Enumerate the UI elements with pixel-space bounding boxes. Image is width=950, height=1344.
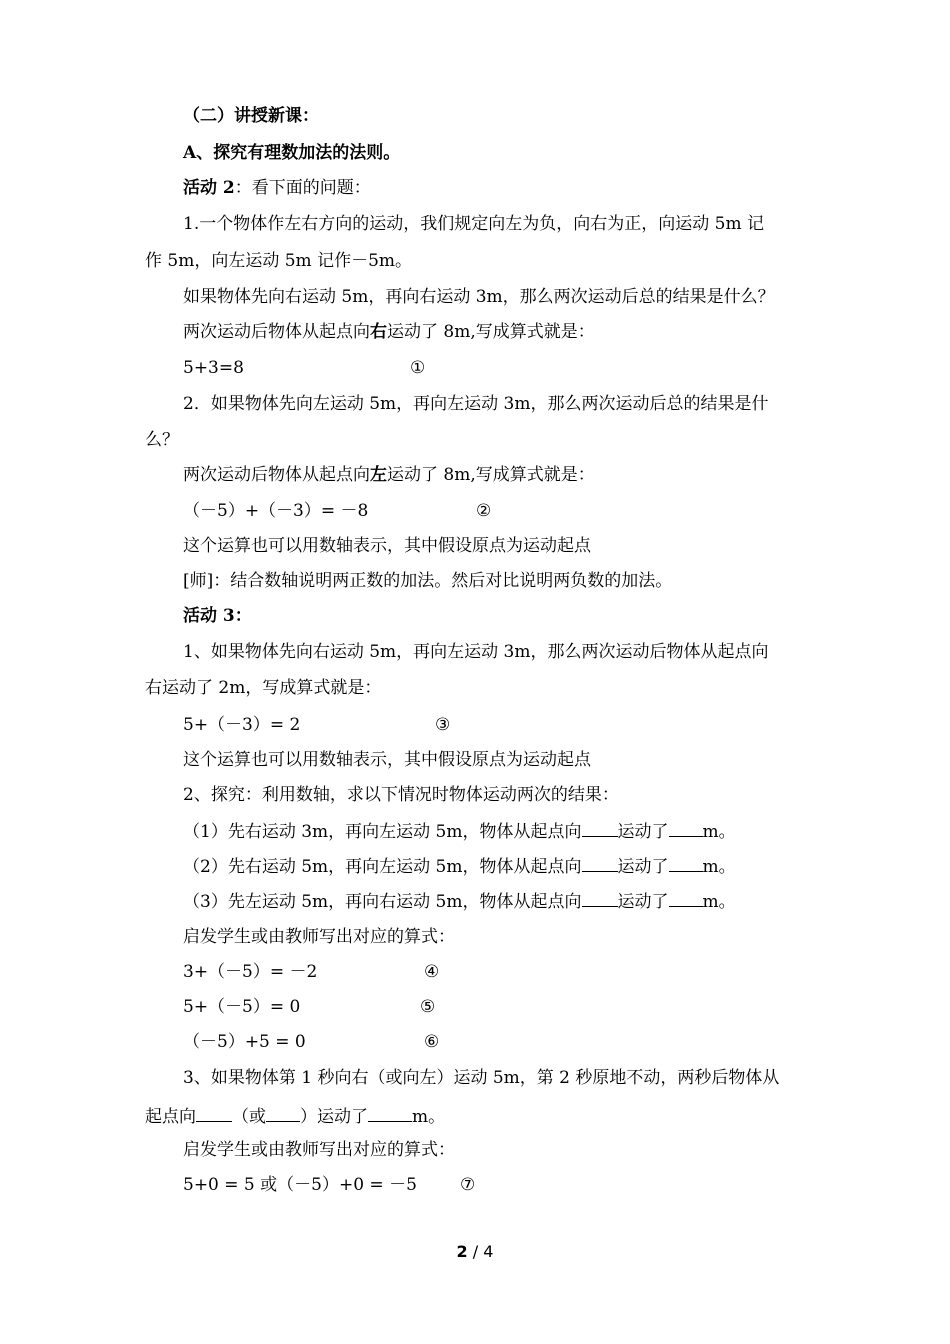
equation-number: ③ [435,715,451,735]
page-separator: / [467,1242,484,1261]
activity-3-label: 活动 3： [183,606,252,626]
equation-5: 5+（－5）= 0 [183,997,301,1017]
paragraph-line: 作 5m，向左运动 5m 记作－5m。 [145,251,413,271]
paragraph-line: 右运动了 2m，写成算式就是： [145,678,382,698]
text-span: （2）先右运动 5m，再向左运动 5m，物体从起点向 [183,857,582,877]
text-span: m。 [702,857,736,877]
text-span: 运动了 8m,写成算式就是： [387,465,595,485]
answer-blank [669,888,703,907]
text-span: 两次运动后物体从起点向 [183,322,370,342]
equation-number: ⑦ [460,1175,476,1195]
activity-2-line [183,176,371,200]
text-span: 起点向 [145,1107,196,1127]
text-span: 运动了 [617,822,669,842]
paragraph-line: 么？ [145,430,179,450]
page-number [0,1242,950,1261]
exercise-line [183,818,736,842]
paragraph-line: 2、探究：利用数轴，求以下情况时物体运动两次的结果： [183,785,619,805]
equation-number: ⑥ [424,1032,440,1052]
paragraph-line [183,320,595,344]
paragraph-line [183,463,595,487]
paragraph-line: 如果物体先向右运动 5m，再向右运动 3m，那么两次运动后总的结果是什么？ [183,287,775,307]
total-pages: 4 [483,1242,494,1261]
paragraph-line: 1、如果物体先向右运动 5m，再向左运动 3m，那么两次运动后物体从起点向 [183,642,769,662]
paragraph-line: 这个运算也可以用数轴表示，其中假设原点为运动起点 [183,536,591,556]
equation-6: （－5）+5 = 0 [183,1032,306,1052]
emphasis-left: 左 [370,465,387,485]
paragraph-line: [师]：结合数轴说明两正数的加法。然后对比说明两负数的加法。 [183,571,673,591]
text-span: m。 [702,892,736,912]
equation-4: 3+（－5）= －2 [183,962,318,982]
text-span: m。 [412,1107,446,1127]
equation-number: ② [476,501,492,521]
equation-1: 5+3=8 [183,358,244,378]
paragraph-line: 3、如果物体第 1 秒向右（或向左）运动 5m，第 2 秒原地不动，两秒后物体从 [183,1068,780,1088]
activity-2-label: 活动 2 [183,178,235,198]
answer-blank [669,818,703,837]
equation-2: （－5）+（－3）= －8 [183,501,369,521]
answer-blank [582,888,618,907]
answer-blank [368,1103,412,1122]
text-span: 运动了 [617,892,669,912]
text-span: 两次运动后物体从起点向 [183,465,370,485]
equation-3: 5+（－3）= 2 [183,715,301,735]
paragraph-line: 启发学生或由教师写出对应的算式： [183,1140,455,1160]
equation-7: 5+0 = 5 或（－5）+0 = －5 [183,1175,417,1195]
paragraph-line: 这个运算也可以用数轴表示，其中假设原点为运动起点 [183,750,591,770]
equation-number: ① [410,358,426,378]
text-span: m。 [702,822,736,842]
text-span: （3）先左运动 5m，再向右运动 5m，物体从起点向 [183,892,582,912]
equation-number: ④ [424,962,440,982]
text-span: 运动了 [617,857,669,877]
equation-number: ⑤ [420,997,436,1017]
text-span: 运动了 8m,写成算式就是： [387,322,595,342]
activity-2-text: ：看下面的问题： [234,178,371,198]
answer-blank [196,1103,232,1122]
emphasis-right: 右 [370,322,387,342]
paragraph-line: 2．如果物体先向左运动 5m，再向左运动 3m，那么两次运动后总的结果是什 [183,394,769,414]
exercise-line [183,888,736,912]
answer-blank [669,853,703,872]
text-span: ）运动了 [300,1107,368,1127]
paragraph-line: 启发学生或由教师写出对应的算式： [183,927,455,947]
exercise-line [183,853,736,877]
current-page: 2 [456,1242,468,1261]
subsection-heading: A、探究有理数加法的法则。 [183,143,401,163]
text-span: （或 [232,1107,266,1127]
section-heading: （二）讲授新课： [183,106,319,126]
answer-blank [266,1103,300,1122]
exercise-line [145,1103,445,1127]
text-span: （1）先右运动 3m，再向左运动 5m，物体从起点向 [183,822,582,842]
paragraph-line: 1.一个物体作左右方向的运动，我们规定向左为负，向右为正，向运动 5m 记 [183,214,764,234]
answer-blank [582,818,618,837]
answer-blank [582,853,618,872]
